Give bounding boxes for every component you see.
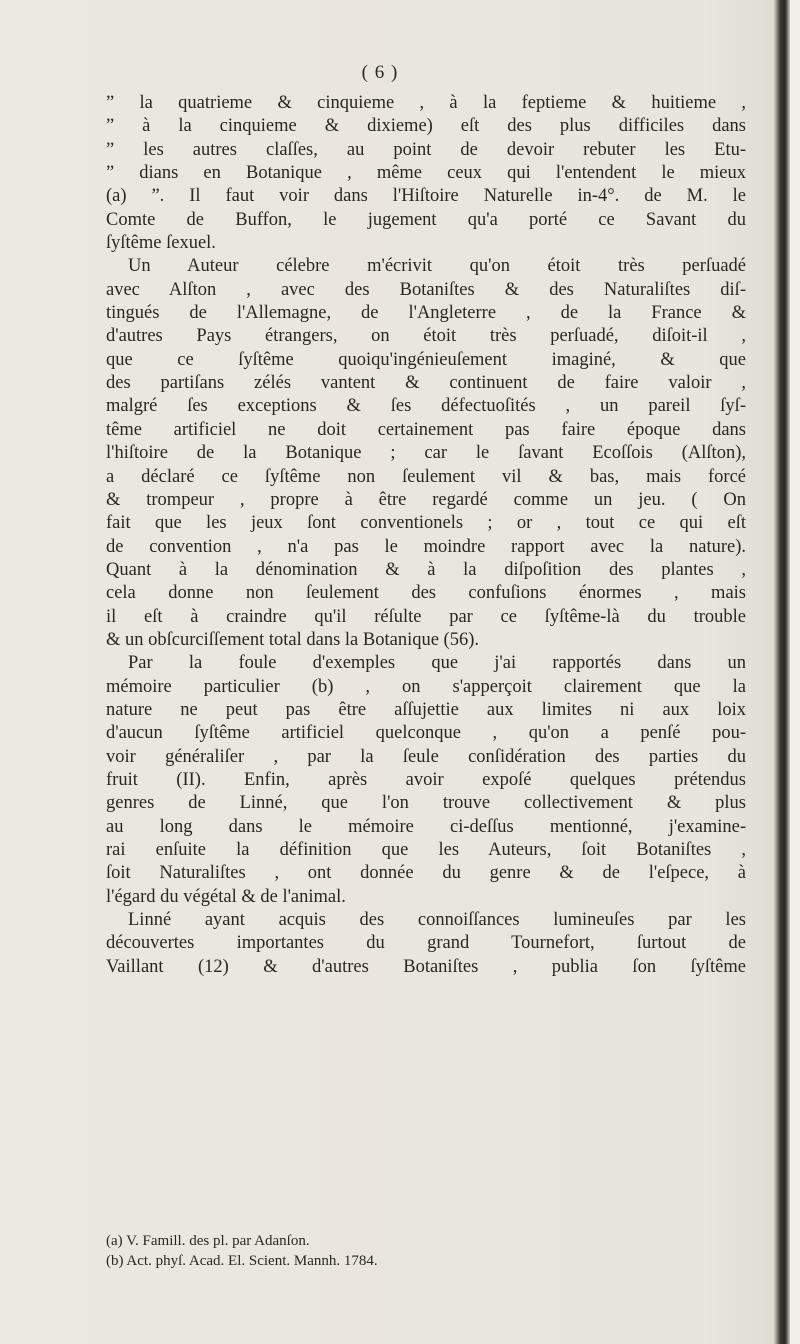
footnote: (a) V. Famill. des pl. par Adanſon. bbox=[106, 1233, 310, 1249]
text-line: tême artificiel ne doit certainement pas faire époque dans bbox=[106, 419, 746, 440]
text-line: avec Alſton , avec des Botaniſtes & des Naturaliſtes diſ- bbox=[106, 279, 746, 300]
text-line: Quant à la dénomination & à la diſpoſition des plantes , bbox=[106, 559, 746, 580]
text-line: malgré ſes exceptions & ſes défectuoſités , un pareil ſyſ- bbox=[106, 396, 746, 417]
body-text bbox=[106, 92, 746, 979]
text-line: ” les autres claſſes, au point de devoir rebuter les Etu- bbox=[106, 139, 746, 160]
text-line: Comte de Buffon, le jugement qu'a porté ce Savant du bbox=[106, 209, 746, 230]
text-line: fait que les jeux ſont conventionels ; or , tout ce qui eſt bbox=[106, 513, 746, 534]
page-number: ( 6 ) bbox=[361, 62, 399, 83]
text-line: découvertes importantes du grand Tournefort, ſurtout de bbox=[106, 933, 746, 954]
text-line: (a) ”. Il faut voir dans l'Hiſtoire Naturelle in-4°. de M. le bbox=[106, 186, 746, 207]
book-binding-shadow bbox=[774, 0, 790, 1344]
text-line: ſyſtême ſexuel. bbox=[106, 233, 216, 254]
text-line: ” à la cinquieme & dixieme) eſt des plus difficiles dans bbox=[106, 116, 746, 137]
text-line: Linné ayant acquis des connoiſſances lumineuſes par les bbox=[128, 910, 746, 931]
text-line: fruit (II). Enfin, après avoir expoſé quelques prétendus bbox=[106, 769, 746, 790]
text-line: voir généraliſer , par la ſeule conſidération des parties du bbox=[106, 746, 746, 767]
text-line: des partiſans zélés vantent & continuent de faire valoir , bbox=[106, 373, 746, 394]
footnote: (b) Act. phyſ. Acad. El. Scient. Mannh. 1784. bbox=[106, 1253, 378, 1269]
text-line: mémoire particulier (b) , on s'apperçoit clairement que la bbox=[106, 676, 746, 697]
text-line: ” la quatrieme & cinquieme , à la feptieme & huitieme , bbox=[106, 93, 746, 113]
text-line: l'hiſtoire de la Botanique ; car le ſavant Ecoſſois (Alſton), bbox=[106, 443, 746, 464]
text-line: Un Auteur célebre m'écrivit qu'on étoit très perſuadé bbox=[128, 256, 746, 277]
text-line: & trompeur , propre à être regardé comme un jeu. ( On bbox=[106, 489, 746, 510]
text-line: a déclaré ce ſyſtême non ſeulement vil & bas, mais forcé bbox=[106, 466, 746, 487]
text-line: cela donne non ſeulement des confuſions énormes , mais bbox=[106, 583, 746, 604]
text-line: l'égard du végétal & de l'animal. bbox=[106, 886, 346, 907]
text-line: au long dans le mémoire ci-deſſus mentionné, j'examine- bbox=[106, 816, 746, 837]
text-line: d'autres Pays étrangers, on étoit très perſuadé, diſoit-il , bbox=[106, 326, 746, 347]
page-edge bbox=[790, 0, 800, 1344]
text-line: tingués de l'Allemagne, de l'Angleterre , de la France & bbox=[106, 303, 746, 324]
footnotes bbox=[106, 1231, 746, 1271]
text-line: de convention , n'a pas le moindre rapport avec la nature). bbox=[106, 536, 746, 557]
text-line: d'aucun ſyſtême artificiel quelconque , qu'on a penſé pou- bbox=[106, 723, 746, 744]
text-line: nature ne peut pas être aſſujettie aux limites ni aux loix bbox=[106, 699, 746, 720]
text-line: genres de Linné, que l'on trouve collectivement & plus bbox=[106, 793, 746, 814]
text-line: Vaillant (12) & d'autres Botaniſtes , publia ſon ſyſtême bbox=[106, 956, 746, 977]
text-line: il eſt à craindre qu'il réſulte par ce ſyſtême-là du trouble bbox=[106, 606, 746, 627]
text-line: ” dians en Botanique , même ceux qui l'entendent le mieux bbox=[106, 163, 746, 184]
text-line: que ce ſyſtême quoiqu'ingénieuſement imaginé, & que bbox=[106, 349, 746, 370]
text-line: Par la foule d'exemples que j'ai rapportés dans un bbox=[128, 653, 746, 674]
text-line: rai enſuite la définition que les Auteurs, ſoit Botaniſtes , bbox=[106, 840, 746, 860]
text-line: & un obſcurciſſement total dans la Botanique (56). bbox=[106, 629, 479, 650]
text-line: ſoit Naturaliſtes , ont donnée du genre & de l'eſpece, à bbox=[106, 863, 746, 884]
